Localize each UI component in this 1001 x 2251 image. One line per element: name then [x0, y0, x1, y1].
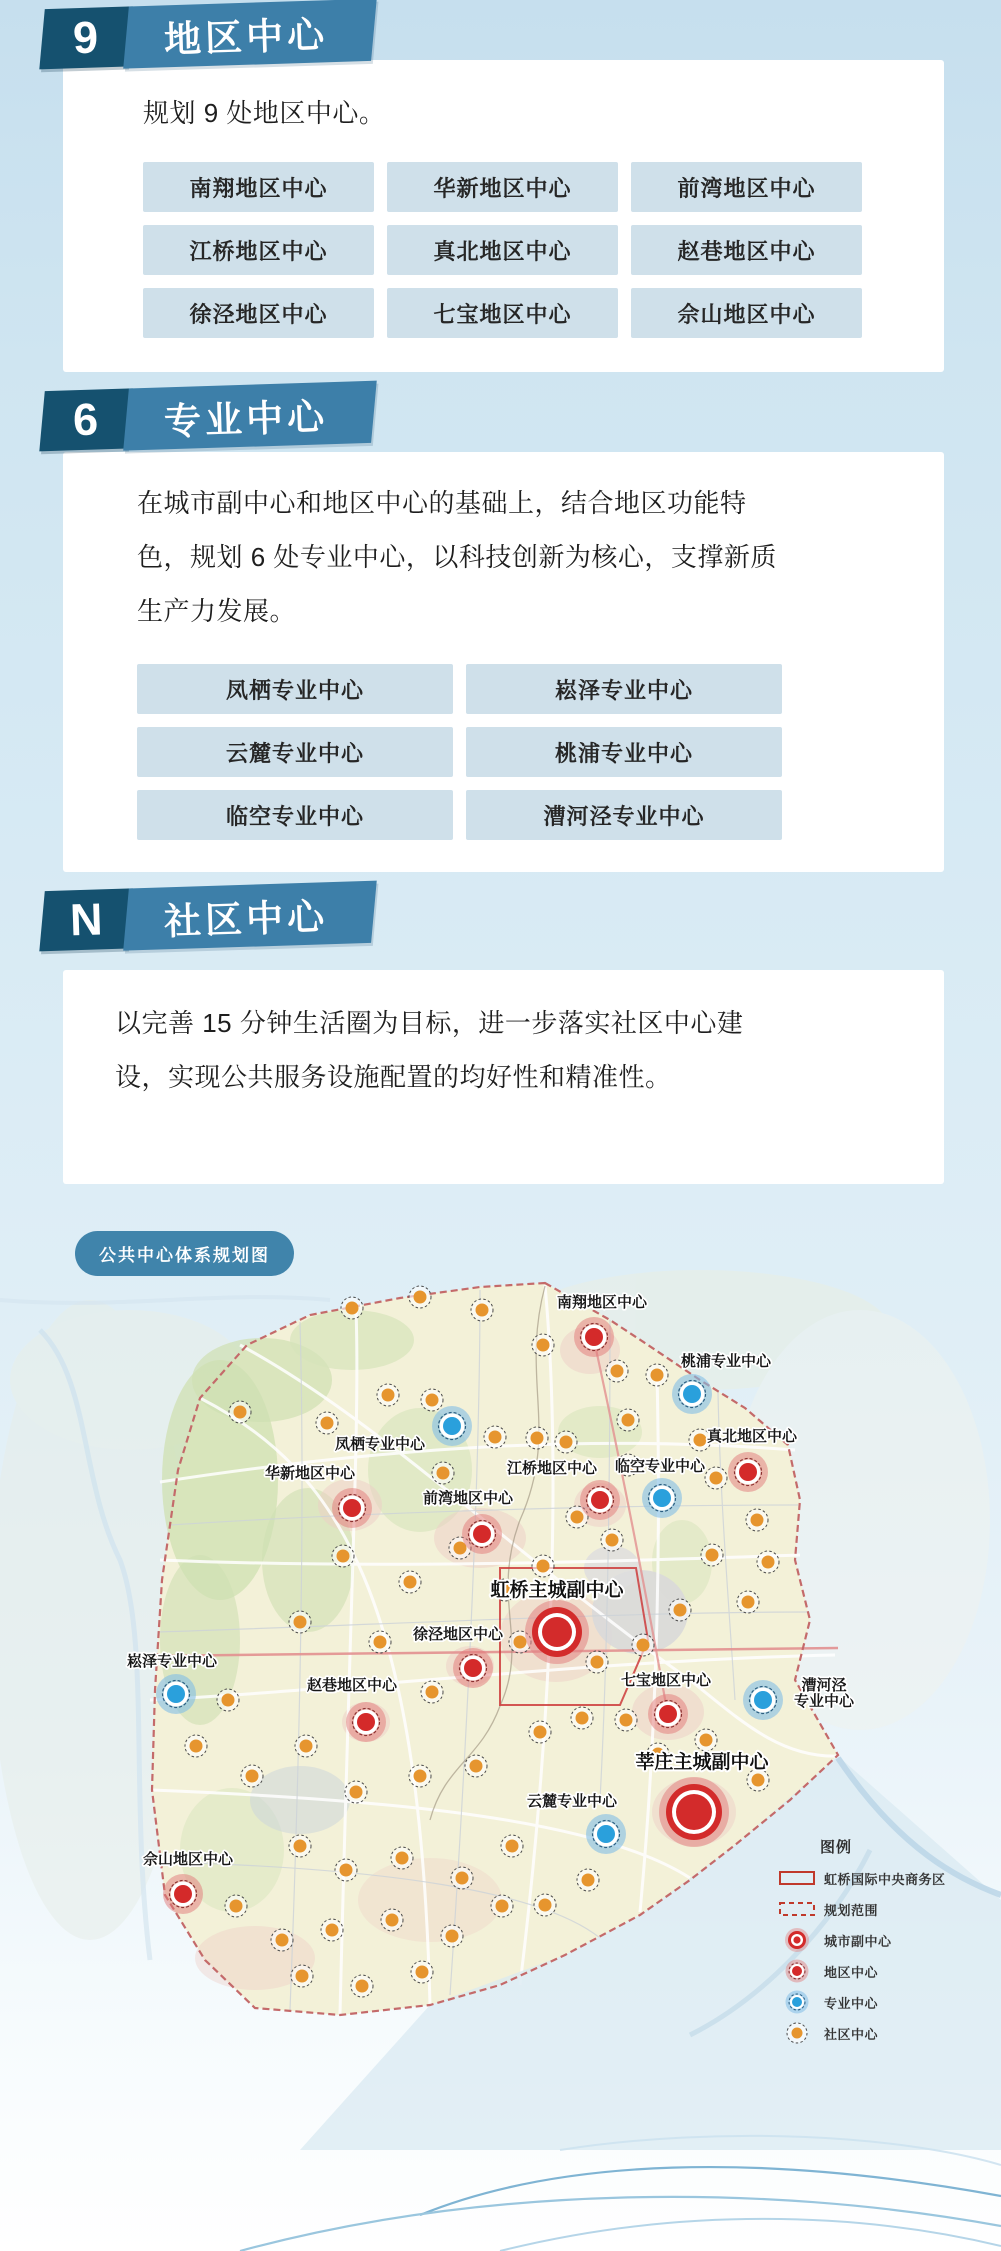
- section-1-badge-box: [39, 6, 132, 69]
- map-marker-label: 虹桥主城副中心: [490, 1580, 624, 1601]
- section-3-title-box: [123, 881, 377, 951]
- map-marker-label: 前湾地区中心: [422, 1490, 514, 1507]
- bottom-waves: [240, 2136, 1001, 2251]
- map-marker-label: 江桥地区中心: [506, 1460, 598, 1477]
- legend-label: 虹桥国际中央商务区: [824, 1871, 946, 1887]
- legend-label: 地区中心: [824, 1964, 879, 1980]
- legend-row: [776, 2022, 991, 2044]
- center-item: 云麓专业中心: [137, 727, 453, 777]
- center-item: 凤栖专业中心: [137, 664, 453, 714]
- district-center-marker: [462, 1514, 502, 1554]
- district-center-marker: [580, 1480, 620, 1520]
- legend-row: [776, 1929, 991, 1951]
- specialty-center-marker: [743, 1680, 783, 1720]
- district-center-marker: [648, 1694, 688, 1734]
- section-1-header: [41, 0, 375, 71]
- cbd-rect-icon: [776, 1867, 818, 1889]
- section-3-header: [41, 881, 375, 953]
- center-item: 前湾地区中心: [631, 162, 862, 212]
- center-item: 佘山地区中心: [631, 288, 862, 338]
- district-center-marker: [453, 1648, 493, 1688]
- map-marker-label: 凤栖专业中心: [334, 1436, 426, 1453]
- center-item: 南翔地区中心: [143, 162, 374, 212]
- section-3-card: [63, 970, 944, 1184]
- section-2-title: 专业中心: [163, 396, 329, 443]
- center-item: 赵巷地区中心: [631, 225, 862, 275]
- section-1-card: [63, 60, 944, 372]
- district-center-marker: [728, 1452, 768, 1492]
- center-item: 七宝地区中心: [387, 288, 618, 338]
- city-sub-center-marker: [525, 1600, 589, 1664]
- map-marker-label: 桃浦专业中心: [680, 1353, 772, 1370]
- legend-label: 社区中心: [824, 2026, 879, 2042]
- community-center-icon: [776, 2022, 818, 2044]
- city-sub-center-marker: [659, 1777, 729, 1847]
- center-item: 徐泾地区中心: [143, 288, 374, 338]
- section-2-card: [63, 452, 944, 872]
- map-marker-label: 真北地区中心: [706, 1428, 798, 1445]
- legend-row: [776, 1960, 991, 1982]
- section-2-badge-box: [39, 388, 132, 451]
- map-marker-label: 赵巷地区中心: [306, 1677, 398, 1694]
- center-item: 江桥地区中心: [143, 225, 374, 275]
- specialty-center-grid: [137, 664, 944, 840]
- map-marker-label: 崧泽专业中心: [126, 1653, 218, 1670]
- map-title-tag: 公共中心体系规划图: [75, 1231, 294, 1276]
- legend-label: 城市副中心: [824, 1933, 892, 1949]
- specialty-center-marker: [672, 1374, 712, 1414]
- center-item: 临空专业中心: [137, 790, 453, 840]
- district-center-grid: [143, 162, 944, 338]
- section-1-badge: 9: [72, 11, 100, 64]
- city-sub-center-icon: [776, 1929, 818, 1951]
- legend-row: [776, 1898, 991, 1920]
- map-marker-label: 南翔地区中心: [556, 1294, 648, 1311]
- legend-title: 图例: [820, 1839, 853, 1856]
- legend-row: [776, 1867, 991, 1889]
- map-marker-label: 漕河泾专业中心: [793, 1677, 855, 1710]
- planning-scope-rect-icon: [776, 1898, 818, 1920]
- section-2-badge: 6: [72, 393, 100, 446]
- map-marker-label: 莘庄主城副中心: [635, 1752, 769, 1773]
- map-marker-label: 临空专业中心: [614, 1458, 706, 1475]
- section-2-paragraph: 在城市副中心和地区中心的基础上，结合地区功能特色，规划 6 处专业中心，以科技创新为核心，支撑新质生产力发展。: [137, 488, 777, 626]
- map-legend: [776, 1836, 991, 2053]
- section-1-title-box: [123, 0, 377, 69]
- district-center-marker: [574, 1317, 614, 1357]
- district-center-marker: [346, 1702, 386, 1742]
- section-3-title: 社区中心: [163, 896, 329, 943]
- specialty-center-marker: [586, 1814, 626, 1854]
- center-item: 崧泽专业中心: [466, 664, 782, 714]
- district-center-marker: [163, 1874, 203, 1914]
- specialty-center-marker: [156, 1674, 196, 1714]
- section-1-title: 地区中心: [163, 14, 329, 61]
- center-item: 华新地区中心: [387, 162, 618, 212]
- legend-label: 专业中心: [824, 1995, 879, 2011]
- section-3-paragraph: 以完善 15 分钟生活圈为目标，进一步落实社区中心建设，实现公共服务设施配置的均好性和精准性。: [115, 1008, 744, 1092]
- specialty-center-icon: [776, 1991, 818, 2013]
- section-3-badge: N: [68, 893, 104, 946]
- section-2-header: [41, 381, 375, 453]
- map-marker-label: 徐泾地区中心: [412, 1626, 504, 1643]
- district-center-marker: [332, 1488, 372, 1528]
- legend-label: 规划范围: [824, 1902, 879, 1918]
- center-item: 漕河泾专业中心: [466, 790, 782, 840]
- specialty-center-marker: [432, 1406, 472, 1446]
- center-item: 桃浦专业中心: [466, 727, 782, 777]
- center-item: 真北地区中心: [387, 225, 618, 275]
- section-2-title-box: [123, 381, 377, 451]
- map-marker-label: 华新地区中心: [264, 1465, 356, 1482]
- section-1-paragraph: 规划 9 处地区中心。: [143, 98, 386, 128]
- legend-row: [776, 1991, 991, 2013]
- map-marker-label: 七宝地区中心: [620, 1672, 712, 1689]
- map-marker-label: 云麓专业中心: [526, 1793, 618, 1810]
- district-center-icon: [776, 1960, 818, 1982]
- map-marker-label: 佘山地区中心: [142, 1851, 234, 1868]
- section-3-badge-box: [39, 888, 132, 951]
- specialty-center-marker: [642, 1478, 682, 1518]
